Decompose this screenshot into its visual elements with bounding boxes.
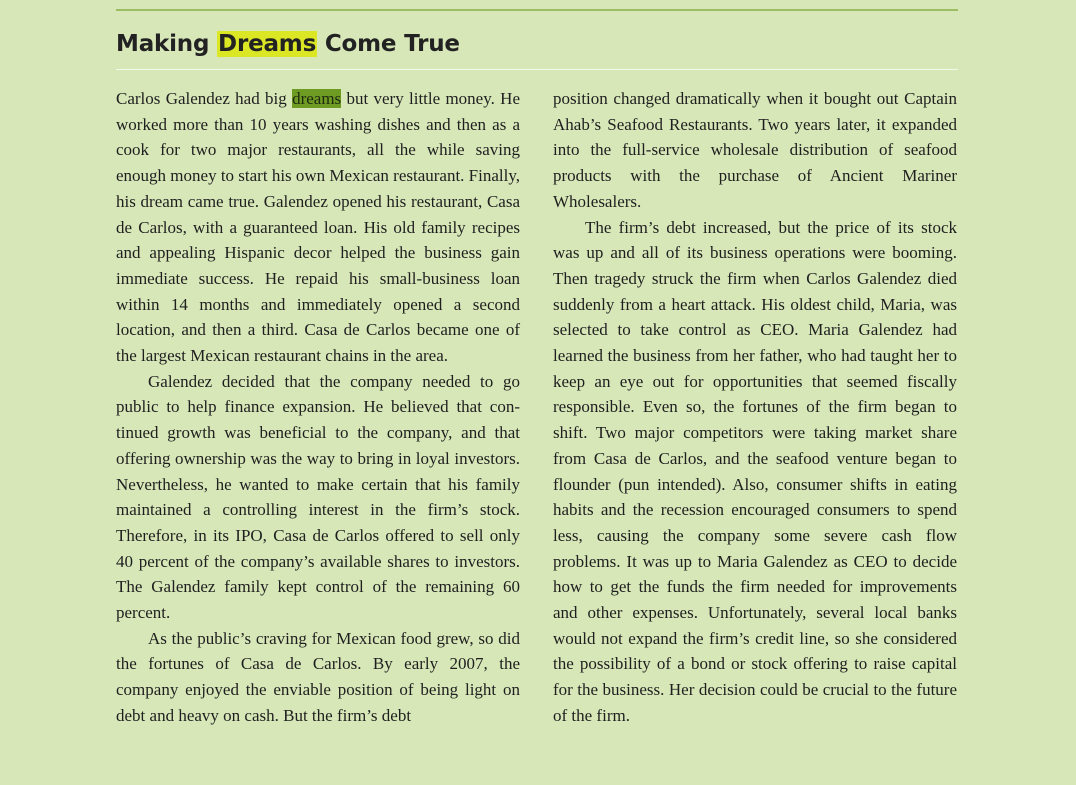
paragraph-5: The firm’s debt increased, but the price of its stock was up and all of its business operations were booming. Then tragedy struck the firm when Carlos Galendez died suddenly from a heart attack. His oldest child, Maria, was selected to take control as CEO. Maria Galendez had learned the business from her father, who had taught her to keep an eye out for opportunities that seemed fiscally responsible. Even so, the fortunes of the firm began to shift. Two major competitors were taking market share from Casa de Carlos, and the seafood venture began to flounder (pun intended). Also, consumer shifts in eating habits and the recession encouraged consumers to spend less, causing the company some severe cash flow problems. It was up to Maria Galendez as CEO to decide how to get the funds the firm needed for improvements and other expenses. Unfortunately, several local banks would not expand the firm’s credit line, so she considered the possibility of a bond or stock offering to raise capital for the business. Her decision could be crucial to the future of the firm.: [553, 217, 957, 725]
highlighted-search-match[interactable]: dreams: [292, 89, 342, 108]
top-divider: [116, 9, 958, 11]
paragraph-1-start: Carlos Galendez had big: [116, 89, 293, 108]
title-underline: [116, 69, 958, 70]
paragraph-3: As the public’s craving for Mexican food grew, so did the fortunes of Casa de Carlos. By early 2007, the company enjoyed the enviable position of being light on debt and heavy on cash. But the firm’s debt: [116, 628, 520, 725]
title-highlighted-word[interactable]: Dreams: [218, 31, 317, 57]
left-column: [116, 86, 520, 729]
page-title: [116, 28, 460, 60]
paragraph-2: Galendez decided that the company needed to go public to help finance expansion. He believed that continued growth was beneficial to the company, and that offering ownership was the way to bring in loyal investors. Nevertheless, he wanted to make certain that his family maintained a controlling interest in the firm’s stock. Therefore, in its IPO, Casa de Carlos offered to sell only 40 percent of the company’s available shares to investors. The Galendez family kept control of the remaining 60 percent.: [116, 371, 520, 623]
title-text-end: Come True: [317, 31, 460, 57]
paragraph-1-rest: but very little money. He worked more than 10 years washing dishes and then as a cook for two major restaurants, all the while saving enough money to start his own Mexican restaurant. Finally, his dream came true. Galendez opened his restaurant, Casa de Carlos, with a guaranteed loan. His old family recipes and appealing Hispanic decor helped the business gain immediate success. He repaid his small-business loan within 14 months and immediately opened a second location, and then a third. Casa de Carlos became one of the largest Mexican restaurant chains in the area.: [116, 89, 521, 366]
right-column: [553, 86, 957, 729]
paragraph-4: position changed dramatically when it bought out Captain Ahab’s Seafood Restaurants. Two years later, it expanded into the full-service wholesale distribution of seafood products with the purchase of Ancient Mariner Wholesalers.: [553, 89, 957, 211]
paragraph-1: [116, 86, 520, 369]
title-text-start: Making: [116, 31, 218, 57]
